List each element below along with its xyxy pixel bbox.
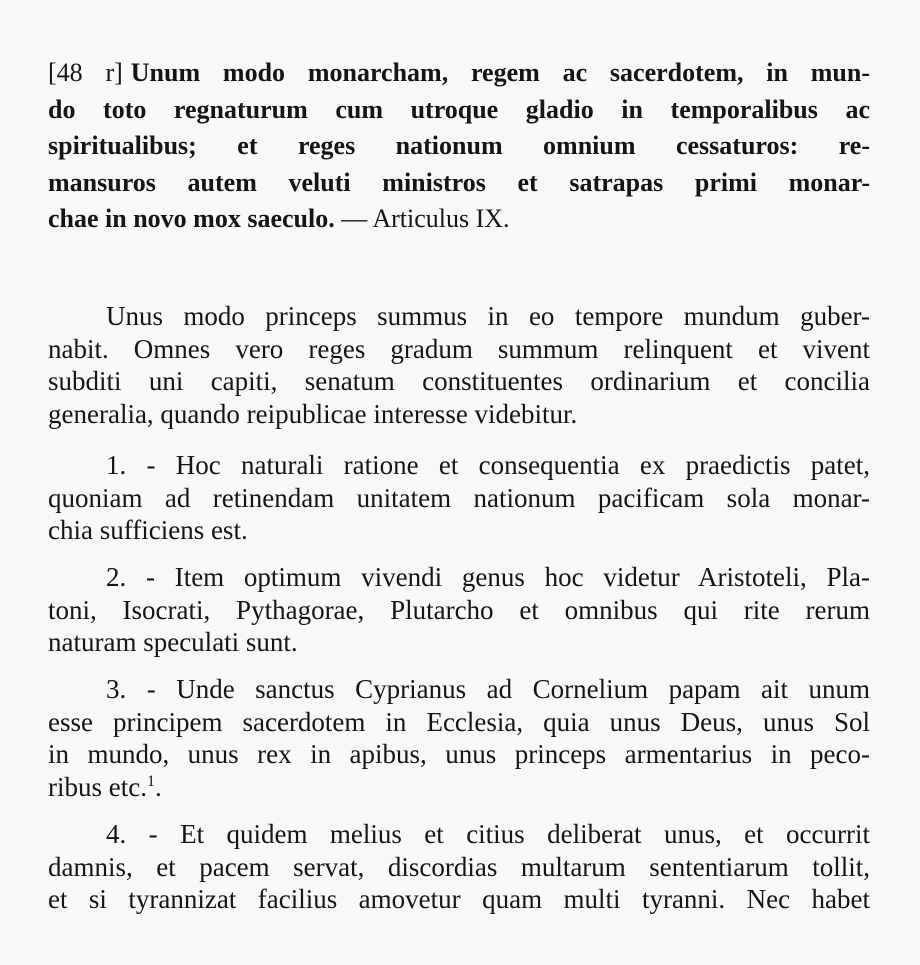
- paragraph-line: nabit. Omnes vero reges gradum summum relinquent et vivent: [48, 333, 870, 364]
- heading-dash: —: [334, 204, 373, 233]
- heading-line-2: [48, 92, 870, 129]
- paragraph-line: quoniam ad retinendam unitatem nationum pacificam sola monar-: [48, 482, 870, 513]
- paragraph-line-text: ribus etc.: [48, 771, 147, 802]
- paragraph-line: in mundo, unus rex in apibus, unus princeps armentarius in peco-: [48, 739, 870, 769]
- paragraph-line: esse principem sacerdotem in Ecclesia, quia unus Deus, unus Sol: [48, 706, 870, 737]
- folio-marker: [48 r]: [48, 58, 123, 87]
- footnote-marker: 1: [146, 772, 155, 790]
- paragraph-line: naturam speculati sunt.: [48, 627, 298, 657]
- paragraph-line: 2. - Item optimum vivendi genus hoc videtur Aristoteli, Pla-: [106, 562, 870, 592]
- heading-line-5: [48, 201, 870, 238]
- paragraph-line: damnis, et pacem servat, discordias multarum sententiarum tollit,: [48, 851, 870, 882]
- heading-bold-text: chae in novo mox saeculo.: [48, 204, 335, 233]
- paragraph-line: chia sufficiens est.: [48, 515, 248, 545]
- heading-bold-text: spiritualibus; et reges nationum omnium cessaturos: re-: [48, 131, 870, 160]
- paragraph-point-1: [48, 449, 870, 547]
- heading-bold-text: Unum modo monarcham, regem ac sacerdotem, in mun-: [130, 58, 870, 87]
- heading-line-1: [48, 55, 870, 92]
- paragraph-line: subditi uni capiti, senatum constituentes ordinarium et concilia: [48, 366, 870, 396]
- paragraph-line: et si tyrannizat facilius amovetur quam multi tyranni. Nec habet: [48, 884, 870, 914]
- heading-bold-text: do toto regnaturum cum utroque gladio in temporalibus ac: [48, 94, 870, 124]
- paragraph-line: 1. - Hoc naturali ratione et consequentia ex praedictis patet,: [106, 450, 870, 480]
- footnote-trailing-period: .: [154, 771, 162, 802]
- heading-line-3: [48, 128, 870, 165]
- paragraph-intro: [48, 300, 870, 430]
- paragraph-line: 3. - Unde sanctus Cyprianus ad Cornelium papam ait unum: [106, 674, 870, 704]
- paragraph-point-2: [48, 561, 870, 659]
- paragraph-point-4: [48, 818, 870, 916]
- heading-line-4: [48, 165, 870, 202]
- paragraph-line: 4. - Et quidem melius et citius deliberat unus, et occurrit: [106, 819, 870, 849]
- paragraph-line: generalia, quando reipublicae interesse videbitur.: [48, 398, 578, 429]
- article-reference: Articulus IX.: [372, 204, 510, 233]
- paragraph-point-3: [48, 673, 870, 803]
- paragraph-line: toni, Isocrati, Pythagorae, Plutarcho et omnibus qui rite rerum: [48, 594, 870, 625]
- article-heading: [48, 55, 870, 238]
- paragraph-line: Unus modo princeps summus in eo tempore mundum guber-: [106, 301, 870, 331]
- paragraph-line-with-footnote: [48, 771, 870, 804]
- heading-bold-text: mansuros autem veluti ministros et satrapas primi monar-: [48, 167, 870, 197]
